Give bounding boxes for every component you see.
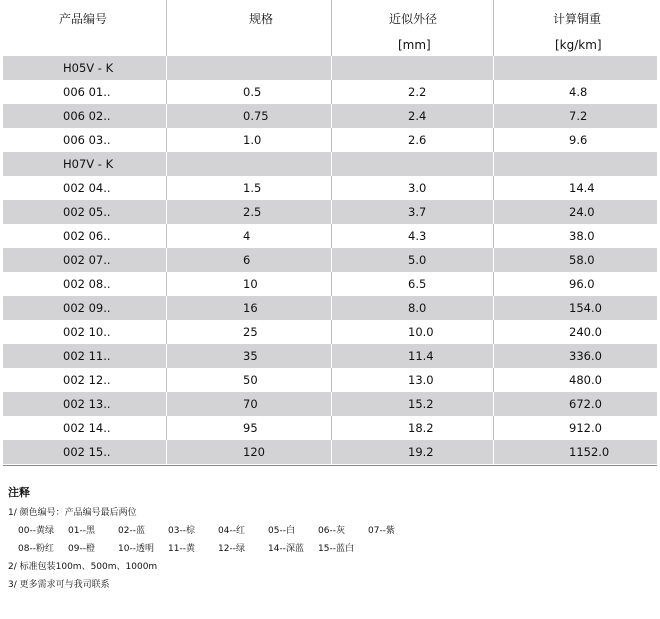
cell-outer-diameter: 15.2: [408, 397, 434, 411]
column-divider: [493, 200, 494, 224]
color-list-row-2: [8, 540, 418, 558]
column-divider: [166, 80, 167, 104]
table-row: [3, 440, 657, 464]
color-list-row-1: [8, 522, 418, 540]
table-header: [3, 0, 657, 56]
cell-product-code: 002 14..: [63, 421, 111, 435]
notes-section: [8, 484, 418, 594]
header-outer-diameter-unit: [mm]: [398, 38, 431, 52]
column-divider: [493, 56, 494, 80]
column-divider: [331, 272, 332, 296]
column-divider: [331, 152, 332, 176]
table-bottom-border: [3, 465, 657, 466]
column-divider: [493, 296, 494, 320]
cell-product-code: 006 02..: [63, 109, 111, 123]
column-divider: [331, 80, 332, 104]
header-copper-weight-unit: [kg/km]: [555, 38, 602, 52]
cell-product-code: H07V - K: [63, 157, 114, 171]
cell-copper-weight: 672.0: [569, 397, 602, 411]
cell-product-code: 002 15..: [63, 445, 111, 459]
cell-product-code: 002 10..: [63, 325, 111, 339]
column-divider: [493, 368, 494, 392]
cell-outer-diameter: 18.2: [408, 421, 434, 435]
column-divider: [493, 344, 494, 368]
cell-outer-diameter: 4.3: [408, 229, 427, 243]
cell-copper-weight: 7.2: [569, 109, 588, 123]
table-row: [3, 272, 657, 296]
note-contact: 3/ 更多需求可与我司联系: [8, 580, 110, 590]
table-group-row: [3, 152, 657, 176]
table-row: [3, 128, 657, 152]
column-divider: [166, 128, 167, 152]
cell-copper-weight: 480.0: [569, 373, 602, 387]
cell-product-code: 002 13..: [63, 397, 111, 411]
cell-spec: 16: [243, 301, 258, 315]
cell-product-code: 006 01..: [63, 85, 111, 99]
column-divider: [166, 392, 167, 416]
cell-product-code: 002 09..: [63, 301, 111, 315]
cell-spec: 6: [243, 253, 251, 267]
table-row: [3, 248, 657, 272]
color-code-item: 04--红: [218, 526, 245, 536]
cell-copper-weight: 912.0: [569, 421, 602, 435]
color-code-item: 09--橙: [68, 544, 95, 554]
header-outer-diameter: 近似外径: [389, 12, 438, 26]
cell-spec: 70: [243, 397, 258, 411]
column-divider: [493, 152, 494, 176]
cell-spec: 1.0: [243, 133, 262, 147]
cell-outer-diameter: 2.6: [408, 133, 427, 147]
table-body: [3, 56, 657, 464]
column-divider: [331, 368, 332, 392]
cell-outer-diameter: 13.0: [408, 373, 434, 387]
column-divider: [331, 56, 332, 80]
column-divider: [493, 440, 494, 464]
column-divider: [166, 248, 167, 272]
table-row: [3, 296, 657, 320]
table-row: [3, 416, 657, 440]
column-divider: [331, 440, 332, 464]
column-divider: [493, 80, 494, 104]
column-divider: [166, 416, 167, 440]
column-divider: [166, 56, 167, 80]
column-divider: [331, 104, 332, 128]
column-divider: [331, 128, 332, 152]
color-code-item: 12--绿: [218, 544, 245, 554]
color-code-item: 00--黄绿: [18, 526, 54, 536]
column-divider: [331, 200, 332, 224]
cell-spec: 2.5: [243, 205, 262, 219]
column-divider: [331, 0, 332, 56]
column-divider: [331, 224, 332, 248]
cell-outer-diameter: 3.0: [408, 181, 427, 195]
color-code-item: 03--棕: [168, 526, 195, 536]
column-divider: [331, 416, 332, 440]
color-code-item: 15--蓝白: [318, 544, 354, 554]
table-group-row: [3, 56, 657, 80]
column-divider: [166, 224, 167, 248]
notes-title: 注释: [8, 486, 30, 499]
column-divider: [493, 320, 494, 344]
cell-copper-weight: 96.0: [569, 277, 595, 291]
column-divider: [166, 0, 167, 56]
color-code-item: 08--粉红: [18, 544, 54, 554]
cell-outer-diameter: 11.4: [408, 349, 434, 363]
column-divider: [166, 344, 167, 368]
column-divider: [493, 392, 494, 416]
column-divider: [166, 272, 167, 296]
table-row: [3, 368, 657, 392]
color-code-item: 05--白: [268, 526, 295, 536]
table-row: [3, 80, 657, 104]
cell-outer-diameter: 6.5: [408, 277, 427, 291]
column-divider: [331, 176, 332, 200]
cell-copper-weight: 336.0: [569, 349, 602, 363]
table-row: [3, 392, 657, 416]
column-divider: [493, 248, 494, 272]
cell-spec: 4: [243, 229, 251, 243]
cell-copper-weight: 38.0: [569, 229, 595, 243]
color-code-item: 14--深蓝: [268, 544, 304, 554]
cell-spec: 10: [243, 277, 258, 291]
cell-spec: 0.5: [243, 85, 262, 99]
cell-outer-diameter: 5.0: [408, 253, 427, 267]
column-divider: [166, 176, 167, 200]
column-divider: [493, 224, 494, 248]
cell-product-code: 002 12..: [63, 373, 111, 387]
column-divider: [166, 104, 167, 128]
color-code-item: 06--灰: [318, 526, 345, 536]
cell-spec: 0.75: [243, 109, 269, 123]
column-divider: [166, 200, 167, 224]
color-code-item: 11--黄: [168, 544, 195, 554]
cell-spec: 35: [243, 349, 258, 363]
column-divider: [493, 272, 494, 296]
cell-spec: 95: [243, 421, 258, 435]
column-divider: [166, 152, 167, 176]
column-divider: [166, 320, 167, 344]
table-row: [3, 320, 657, 344]
cell-spec: 50: [243, 373, 258, 387]
header-copper-weight: 计算铜重: [553, 12, 602, 26]
column-divider: [331, 392, 332, 416]
color-code-item: 07--紫: [368, 526, 395, 536]
cell-outer-diameter: 2.2: [408, 85, 427, 99]
cell-copper-weight: 24.0: [569, 205, 595, 219]
spec-table: [3, 0, 657, 464]
color-code-item: 01--黑: [68, 526, 95, 536]
color-code-item: 10--透明: [118, 544, 154, 554]
cell-outer-diameter: 3.7: [408, 205, 427, 219]
cell-product-code: 002 08..: [63, 277, 111, 291]
cell-product-code: 002 04..: [63, 181, 111, 195]
note-packaging: 2/ 标准包装100m、500m、1000m: [8, 562, 158, 572]
cell-copper-weight: 58.0: [569, 253, 595, 267]
cell-outer-diameter: 10.0: [408, 325, 434, 339]
cell-outer-diameter: 2.4: [408, 109, 427, 123]
column-divider: [166, 296, 167, 320]
header-product-code: 产品编号: [59, 12, 108, 26]
table-row: [3, 104, 657, 128]
column-divider: [166, 440, 167, 464]
column-divider: [493, 128, 494, 152]
column-divider: [493, 176, 494, 200]
cell-copper-weight: 1152.0: [569, 445, 610, 459]
cell-product-code: 002 05..: [63, 205, 111, 219]
table-row: [3, 200, 657, 224]
cell-copper-weight: 240.0: [569, 325, 602, 339]
header-spec: 规格: [249, 12, 274, 26]
cell-outer-diameter: 19.2: [408, 445, 434, 459]
cell-product-code: 006 03..: [63, 133, 111, 147]
column-divider: [493, 104, 494, 128]
column-divider: [331, 248, 332, 272]
color-code-item: 02--蓝: [118, 526, 145, 536]
column-divider: [493, 0, 494, 56]
table-row: [3, 224, 657, 248]
column-divider: [331, 320, 332, 344]
cell-product-code: 002 06..: [63, 229, 111, 243]
table-row: [3, 176, 657, 200]
cell-product-code: 002 11..: [63, 349, 111, 363]
cell-spec: 25: [243, 325, 258, 339]
cell-outer-diameter: 8.0: [408, 301, 427, 315]
cell-product-code: H05V - K: [63, 61, 114, 75]
cell-copper-weight: 14.4: [569, 181, 595, 195]
cell-spec: 1.5: [243, 181, 262, 195]
column-divider: [493, 416, 494, 440]
cell-spec: 120: [243, 445, 265, 459]
cell-product-code: 002 07..: [63, 253, 111, 267]
table-row: [3, 344, 657, 368]
cell-copper-weight: 4.8: [569, 85, 588, 99]
note-color-code: 1/ 颜色编号：产品编号最后两位: [8, 508, 137, 518]
column-divider: [166, 368, 167, 392]
cell-copper-weight: 154.0: [569, 301, 602, 315]
cell-copper-weight: 9.6: [569, 133, 588, 147]
column-divider: [331, 296, 332, 320]
column-divider: [331, 344, 332, 368]
